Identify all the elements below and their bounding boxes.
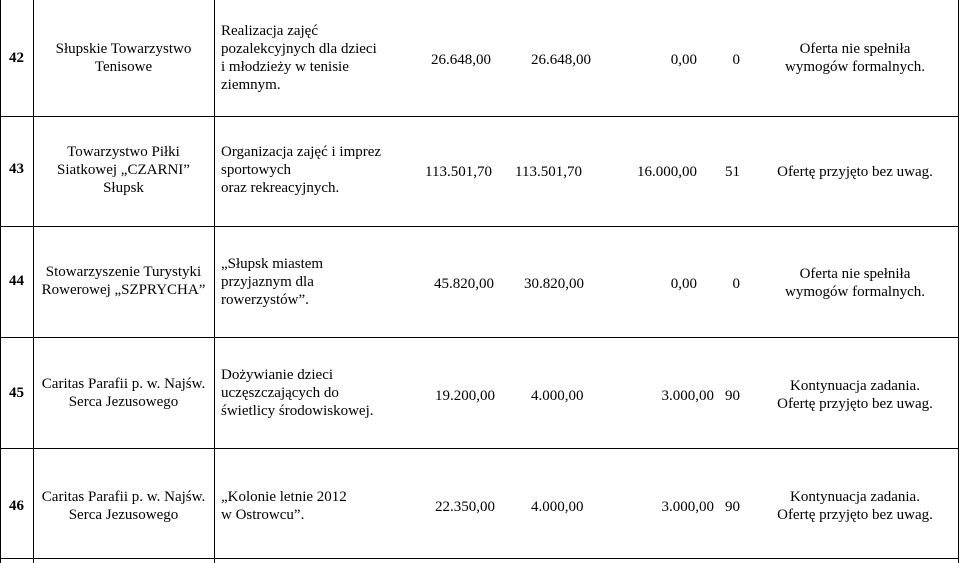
granted-amount: 0,00 (670, 52, 697, 68)
total-cost: 19.200,00 (435, 388, 495, 404)
row-number: 42 (9, 50, 24, 66)
total-cost: 45.820,00 (434, 276, 494, 292)
points: 0 (732, 276, 740, 292)
column-divider (214, 0, 215, 563)
total-cost: 22.350,00 (435, 499, 495, 515)
row-number: 44 (9, 273, 24, 289)
task-title: „Słupsk miastem przyjaznym dla rowerzystów”. (221, 256, 324, 308)
organization-name: Towarzystwo Piłki Siatkowej „CZARNI” Słupsk (57, 144, 190, 196)
requested-amount: 26.648,00 (531, 52, 591, 68)
organization-name: Caritas Parafii p. w. Najśw. Serca Jezusowego (41, 489, 206, 523)
remarks: Kontynuacja zadania. Ofertę przyjęto bez uwag. (777, 489, 933, 523)
granted-amount: 3.000,00 (661, 388, 714, 404)
total-cost: 113.501,70 (425, 164, 492, 180)
organization-name: Słupskie Towarzystwo Tenisowe (55, 41, 192, 75)
total-cost: 26.648,00 (431, 52, 491, 68)
requested-amount: 30.820,00 (524, 276, 584, 292)
points: 90 (725, 388, 740, 404)
row-divider (0, 337, 959, 338)
task-title: „Kolonie letnie 2012 w Ostrowcu”. (221, 489, 347, 523)
row-number: 45 (9, 385, 24, 401)
row-divider (0, 226, 959, 227)
remarks: Oferta nie spełniła wymogów formalnych. (785, 266, 925, 300)
requested-amount: 113.501,70 (515, 164, 582, 180)
remarks: Kontynuacja zadania. Ofertę przyjęto bez uwag. (777, 378, 933, 412)
points: 0 (732, 52, 740, 68)
organization-name: Stowarzyszenie Turystyki Rowerowej „SZPRYCHA” (41, 264, 206, 298)
points: 51 (725, 164, 740, 180)
granted-amount: 16.000,00 (637, 164, 697, 180)
remarks: Oferta nie spełniła wymogów formalnych. (785, 41, 925, 75)
task-title: Realizacja zajęć pozalekcyjnych dla dzieci i młodzieży w tenisie ziemnym. (221, 23, 377, 93)
organization-name: Caritas Parafii p. w. Najśw. Serca Jezusowego (41, 376, 206, 410)
granted-amount: 0,00 (670, 276, 697, 292)
row-number: 43 (9, 161, 24, 177)
granted-amount: 3.000,00 (661, 499, 714, 515)
points: 90 (725, 499, 740, 515)
task-title: Dożywianie dzieci uczęszczających do świetlicy środowiskowej. (221, 367, 374, 419)
requested-amount: 4.000,00 (531, 388, 584, 404)
remarks: Ofertę przyjęto bez uwag. (777, 164, 933, 180)
row-divider (0, 448, 959, 449)
row-divider (0, 116, 959, 117)
row-divider (0, 558, 959, 559)
requested-amount: 4.000,00 (531, 499, 584, 515)
task-title: Organizacja zajęć i imprez sportowych oraz rekreacyjnych. (221, 144, 382, 196)
row-number: 46 (9, 498, 24, 514)
